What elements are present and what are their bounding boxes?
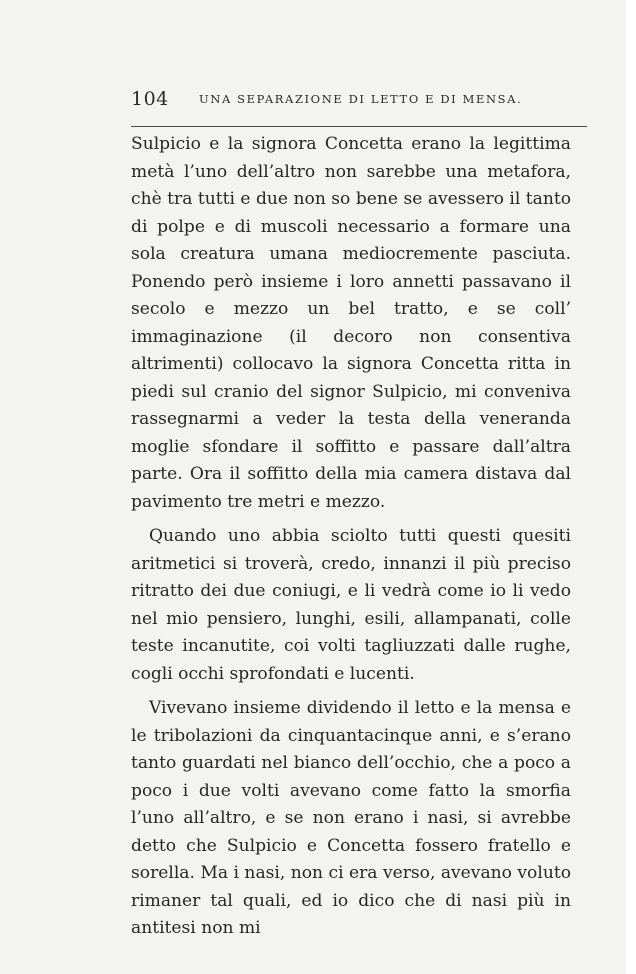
paragraph-3: Vivevano insieme dividendo il letto e la mensa e le tribolazioni da cinquantacinque anni, e s’erano tanto guardati nel bianco dell’occhio, che a poco a poco i due volti avevano come fatto la smorfia l’uno all’altro, e se non erano i nasi, si avrebbe detto che Sulpicio e Concetta fossero fratello e sorella. Ma i nasi, non ci era verso, avevano voluto rimaner tal quali, ed io dico che di nasi più in antitesi non mi [131, 698, 571, 938]
paragraph-1: Sulpicio e la signora Concetta erano la legittima metà l’uno dell’altro non sarebbe una metafora, chè tra tutti e due non so bene se avessero il tanto di polpe e di muscoli necessario a formare una sola creatura umana mediocremente pasciuta. Ponendo però insieme i loro annetti passavano il secolo e mezzo un bel tratto, e se coll’ immaginazione (il decoro non consentiva altrimenti) collocavo la signora Concetta ritta in piedi sul cranio del signor Sulpicio, mi conveniva rassegnarmi a veder la testa della veneranda moglie sfondare il soffitto e passare dall’altra parte. Ora il soffitto della mia camera distava dal pavimento tre metri e mezzo. [131, 134, 571, 512]
body-text [131, 131, 571, 950]
running-title: UNA SEPARAZIONE DI LETTO E DI MENSA. [199, 92, 523, 106]
page-edge [626, 0, 636, 974]
paragraph-2: Quando uno abbia sciolto tutti questi quesiti aritmetici si troverà, credo, innanzi il più preciso ritratto dei due coniugi, e li vedrà come io li vedo nel mio pensiero, lunghi, esili, allampanati, colle teste incanutite, coi volti tagliuzzati dalle rughe, cogli occhi sprofondati e lucenti. [131, 526, 571, 684]
header-rule [131, 126, 587, 127]
page-number: 104 [131, 88, 169, 110]
page-header [131, 85, 591, 115]
